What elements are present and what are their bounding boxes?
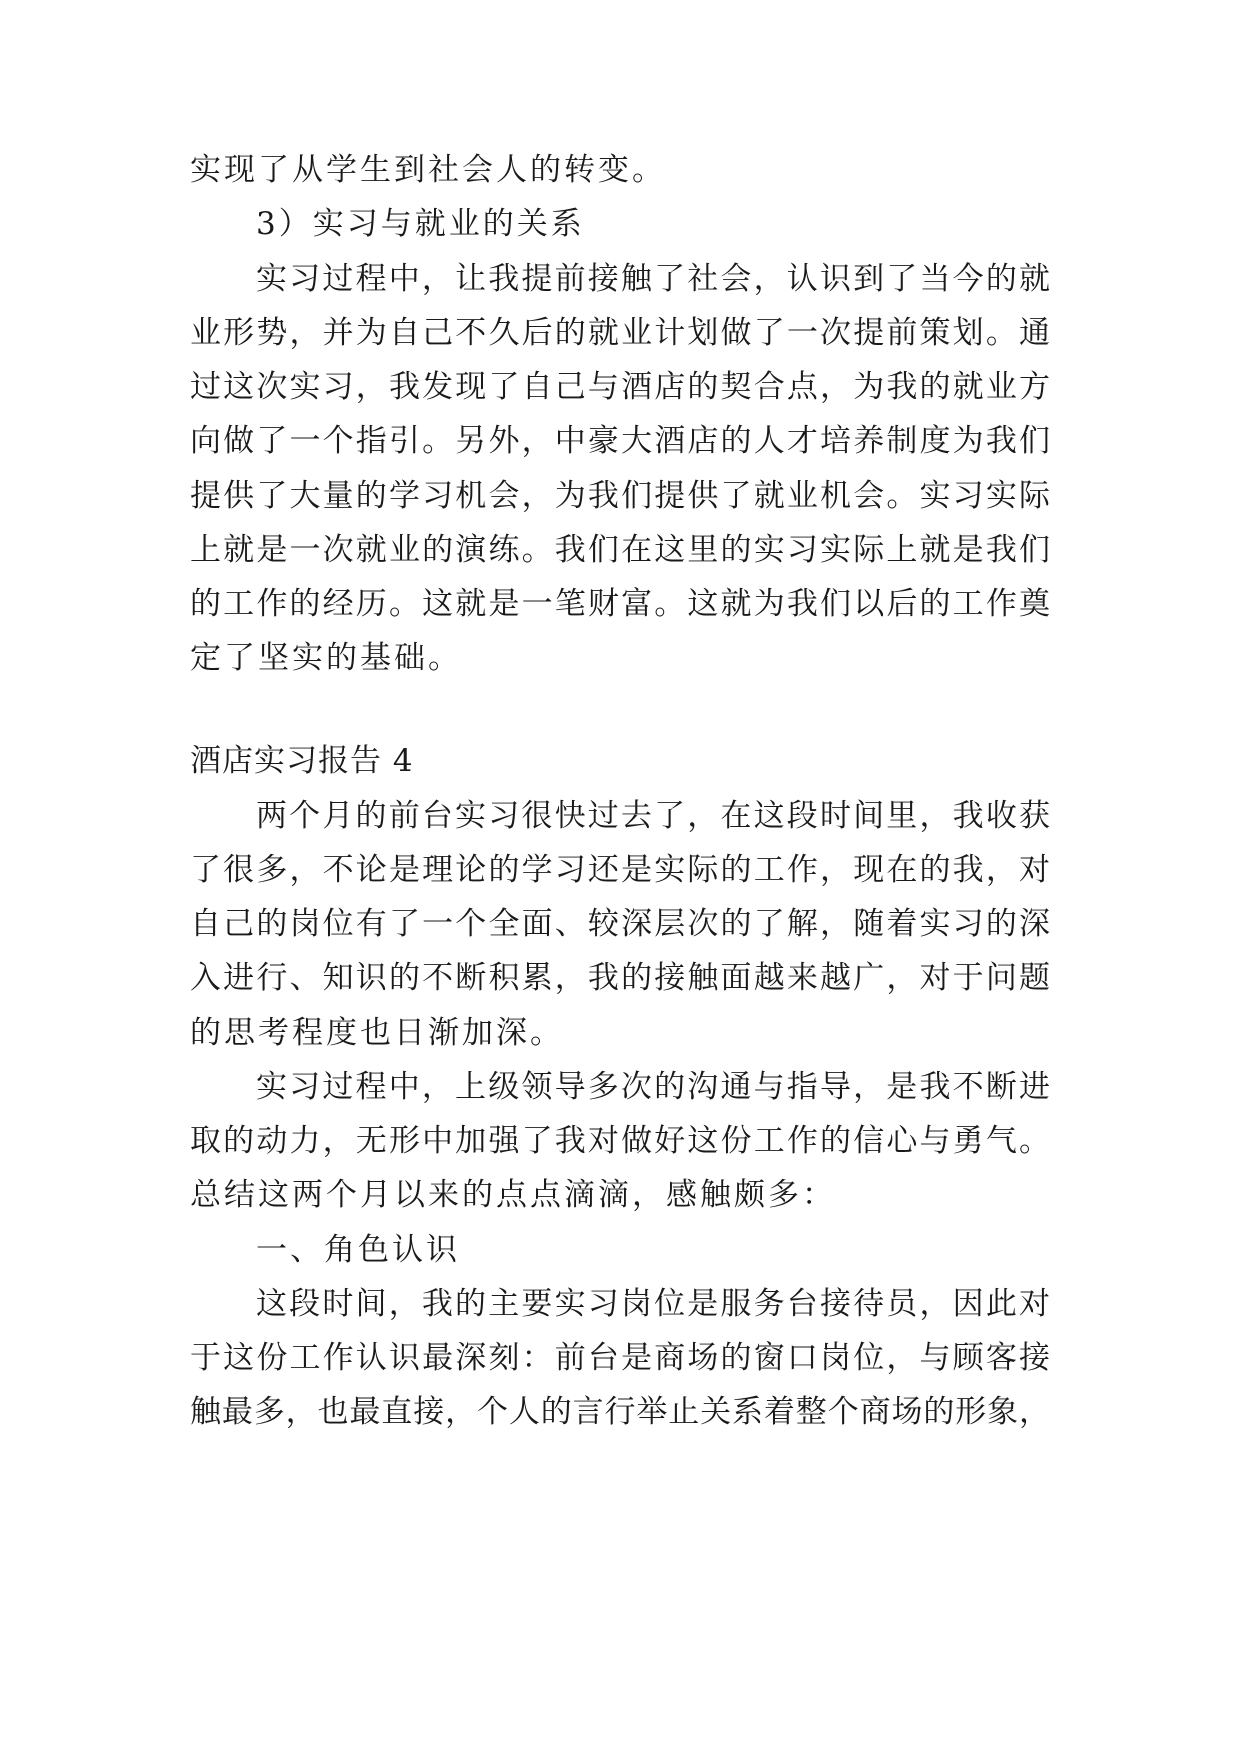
text-line: 于这份工作认识最深刻：前台是商场的窗口岗位，与顾客接	[190, 1340, 1050, 1376]
text-line: 实习过程中，让我提前接触了社会，认识到了当今的就	[256, 261, 1050, 297]
text-line: 两个月的前台实习很快过去了，在这段时间里，我收获	[256, 798, 1050, 834]
text-line: 向做了一个指引。另外，中豪大酒店的人才培养制度为我们	[190, 423, 1050, 459]
text-line: 实现了从学生到社会人的转变。	[190, 152, 666, 188]
text-line: 定了坚实的基础。	[190, 640, 462, 676]
text-line: 自己的岗位有了一个全面、较深层次的了解，随着实习的深	[190, 906, 1050, 942]
text-line: 的思考程度也日渐加深。	[190, 1015, 564, 1051]
text-line: 的工作的经历。这就是一笔财富。这就为我们以后的工作奠	[190, 586, 1050, 622]
text-line: 入进行、知识的不断积累，我的接触面越来越广，对于问题	[190, 960, 1050, 996]
text-line: 业形势，并为自己不久后的就业计划做了一次提前策划。通	[190, 315, 1050, 351]
text-line: 这段时间，我的主要实习岗位是服务台接待员，因此对	[256, 1286, 1050, 1322]
text-line: 总结这两个月以来的点点滴滴，感触颇多：	[190, 1177, 836, 1213]
text-line: 取的动力，无形中加强了我对做好这份工作的信心与勇气。	[190, 1123, 1050, 1159]
text-line: 过这次实习，我发现了自己与酒店的契合点，为我的就业方	[190, 369, 1050, 405]
report-title: 酒店实习报告 4	[190, 743, 414, 779]
text-line: 上就是一次就业的演练。我们在这里的实习实际上就是我们	[190, 532, 1050, 568]
text-line: 提供了大量的学习机会，为我们提供了就业机会。实习实际	[190, 478, 1050, 514]
text-line: 触最多，也最直接，个人的言行举止关系着整个商场的形象，	[190, 1394, 1050, 1430]
text-line: 了很多，不论是理论的学习还是实际的工作，现在的我，对	[190, 852, 1050, 888]
text-line: 实习过程中，上级领导多次的沟通与指导，是我不断进	[256, 1069, 1050, 1105]
section-heading: 一、角色认识	[256, 1232, 460, 1268]
section-heading: 3）实习与就业的关系	[256, 206, 585, 242]
